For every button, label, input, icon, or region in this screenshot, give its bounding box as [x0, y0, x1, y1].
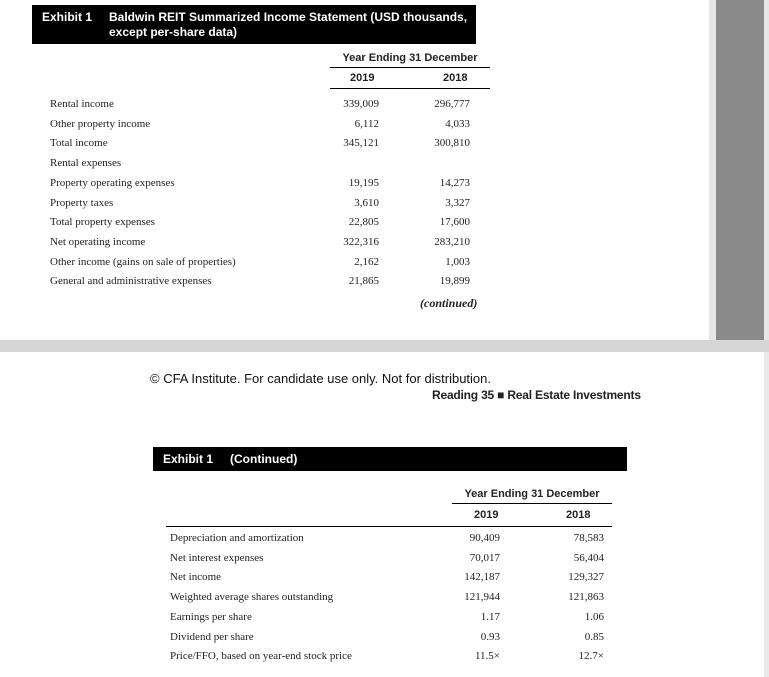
- row-label: Price/FFO, based on year-end stock price: [170, 650, 352, 663]
- value-2018: 283,210: [434, 235, 470, 248]
- value-2018: 78,583: [573, 532, 604, 544]
- row-label: Net income: [170, 571, 222, 584]
- exhibit-title: (Continued): [230, 452, 298, 466]
- row-label: Property taxes: [50, 196, 114, 209]
- value-2019: 70,017: [469, 551, 500, 564]
- value-2019: 339,009: [343, 98, 379, 110]
- value-2018: 12.7×: [578, 650, 604, 663]
- row-label: Net operating income: [50, 235, 146, 248]
- row-label: General and administrative expenses: [50, 275, 212, 288]
- value-2019: 19,195: [348, 176, 379, 189]
- row-label: Dividend per share: [170, 630, 254, 643]
- value-2019: 90,409: [469, 532, 500, 544]
- exhibit-continued-title-bar: [153, 447, 627, 471]
- value-2019: 11.5×: [474, 650, 500, 663]
- page-separator: [0, 340, 769, 352]
- value-2018: 296,777: [434, 98, 470, 110]
- page-1: [0, 0, 709, 340]
- exhibit-title: [109, 10, 467, 40]
- table-top-rule: [166, 526, 612, 527]
- row-label: Rental income: [50, 98, 114, 110]
- column-group-rule: [452, 503, 612, 504]
- copyright-notice: © CFA Institute. For candidate use only. Not for distribution.: [150, 371, 492, 386]
- value-2019: 6,112: [354, 117, 379, 130]
- value-2019: 0.93: [480, 630, 500, 643]
- value-2018: 56,404: [573, 551, 604, 564]
- scrollbar-track[interactable]: [709, 0, 769, 340]
- value-2019: 121,944: [464, 591, 500, 604]
- row-label: Net interest expenses: [170, 551, 264, 564]
- year-header-rule: [330, 88, 490, 89]
- column-group-rule: [330, 67, 490, 68]
- row-label: Depreciation and amortization: [170, 532, 304, 544]
- value-2018: 121,863: [568, 591, 604, 604]
- year-header-2019: 2019: [350, 72, 375, 84]
- value-2018: 4,033: [445, 117, 470, 130]
- row-label: Total property expenses: [50, 216, 155, 229]
- value-2019: 3,610: [354, 196, 379, 209]
- row-label: Earnings per share: [170, 610, 252, 623]
- column-group-header: Year Ending 31 December: [342, 52, 478, 64]
- row-label: Rental expenses: [50, 157, 122, 170]
- year-header-2018: 2018: [566, 509, 591, 521]
- column-group-header: Year Ending 31 December: [464, 488, 600, 500]
- page-2: [0, 352, 769, 677]
- row-label: Other property income: [50, 117, 151, 130]
- value-2019: 345,121: [343, 137, 379, 150]
- continued-note: (continued): [420, 296, 478, 310]
- value-2019: 322,316: [343, 235, 379, 248]
- row-label: Total income: [50, 137, 108, 150]
- exhibit-title-line-2: except per-share data): [109, 25, 238, 39]
- value-2018: 1.06: [584, 610, 604, 623]
- value-2018: 19,899: [439, 275, 470, 288]
- row-label: Other income (gains on sale of properties): [50, 255, 236, 268]
- scrollbar-thumb[interactable]: [716, 0, 764, 340]
- exhibit-title-line-1: Baldwin REIT Summarized Income Statement (USD thousands,: [109, 10, 468, 24]
- value-2019: 142,187: [464, 571, 500, 584]
- year-header-2019: 2019: [474, 509, 499, 521]
- exhibit-title-bar: [32, 5, 476, 44]
- row-label: Property operating expenses: [50, 176, 175, 189]
- exhibit-number: Exhibit 1: [42, 10, 93, 24]
- value-2018: 3,327: [445, 196, 470, 209]
- value-2018: 14,273: [439, 176, 470, 189]
- exhibit-number: Exhibit 1: [163, 452, 214, 466]
- row-label: Weighted average shares outstanding: [170, 591, 334, 604]
- value-2018: 129,327: [568, 571, 604, 584]
- value-2019: 2,162: [354, 255, 379, 268]
- value-2018: 17,600: [439, 216, 470, 229]
- value-2018: 300,810: [434, 137, 470, 150]
- running-header: Reading 35 ■ Real Estate Investments: [432, 388, 641, 402]
- value-2019: 21,865: [348, 275, 379, 288]
- value-2018: 0.85: [584, 630, 604, 643]
- value-2018: 1,003: [445, 255, 470, 268]
- value-2019: 22,805: [348, 216, 379, 229]
- year-header-2018: 2018: [443, 72, 468, 84]
- value-2019: 1.17: [480, 610, 500, 623]
- page-2-edge: [764, 352, 769, 677]
